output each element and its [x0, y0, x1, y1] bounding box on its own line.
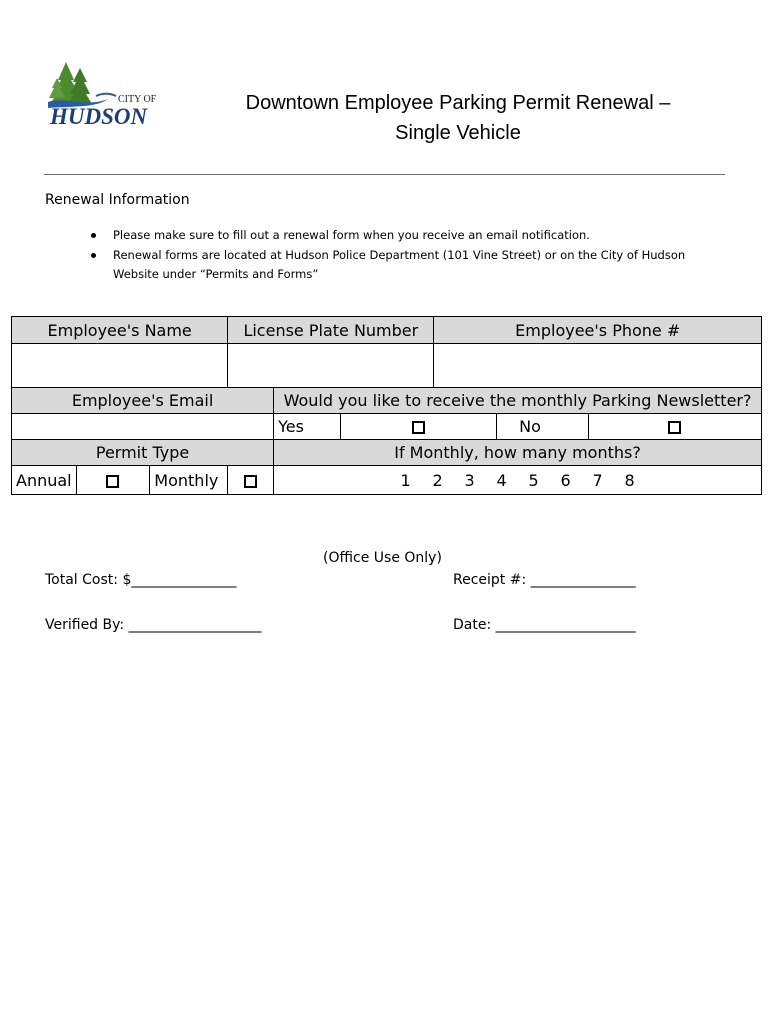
yes-label: Yes: [274, 414, 341, 440]
annual-checkbox[interactable]: [106, 475, 119, 488]
employee-email-label: Employee's Email: [12, 388, 274, 414]
annual-cell[interactable]: [76, 466, 150, 495]
newsletter-question: Would you like to receive the monthly Parking Newsletter?: [274, 388, 762, 414]
city-of-hudson-logo: [46, 58, 168, 130]
bullet-item: Please make sure to fill out a renewal form when you receive an email notification.: [88, 226, 728, 246]
receipt-number-field: Receipt #: _______________: [453, 572, 636, 588]
monthly-checkbox[interactable]: [244, 475, 257, 488]
month-option-4[interactable]: 4: [496, 470, 507, 490]
month-option-7[interactable]: 7: [592, 470, 603, 490]
monthly-label: Monthly: [150, 466, 228, 495]
office-use-heading: (Office Use Only): [323, 550, 442, 566]
permit-form-table: [11, 316, 762, 495]
no-checkbox[interactable]: [668, 421, 681, 434]
month-option-2[interactable]: 2: [432, 470, 443, 490]
title-divider: [44, 174, 725, 175]
months-question: If Monthly, how many months?: [274, 440, 762, 466]
month-option-5[interactable]: 5: [528, 470, 539, 490]
license-plate-label: License Plate Number: [228, 317, 434, 344]
newsletter-no-cell[interactable]: [588, 414, 761, 440]
month-option-1[interactable]: 1: [400, 470, 411, 490]
employee-email-field[interactable]: [12, 414, 274, 440]
month-option-3[interactable]: 3: [464, 470, 475, 490]
renewal-heading: Renewal Information: [45, 192, 190, 208]
employee-phone-label: Employee's Phone #: [434, 317, 762, 344]
months-options: [274, 466, 762, 495]
employee-name-label: Employee's Name: [12, 317, 228, 344]
date-field: Date: ____________________: [453, 617, 636, 633]
newsletter-yes-cell[interactable]: [340, 414, 496, 440]
yes-checkbox[interactable]: [412, 421, 425, 434]
page-title: [190, 88, 726, 148]
annual-label: Annual: [12, 466, 77, 495]
title-line-2: Single Vehicle: [395, 122, 521, 144]
total-cost-field: Total Cost: $_______________: [45, 572, 237, 588]
verified-by-field: Verified By: ___________________: [45, 617, 262, 633]
logo-small-text: CITY OF: [118, 94, 157, 105]
monthly-cell[interactable]: [228, 466, 274, 495]
permit-type-label: Permit Type: [12, 440, 274, 466]
employee-name-field[interactable]: [12, 344, 228, 388]
bullet-item: Renewal forms are located at Hudson Police Department (101 Vine Street) or on the City of Hudson Website under “Permits and Forms”: [88, 246, 728, 285]
title-line-1: Downtown Employee Parking Permit Renewal –: [245, 92, 671, 114]
no-label: No: [497, 414, 589, 440]
logo-big-text: HUDSON: [50, 104, 148, 129]
month-option-6[interactable]: 6: [560, 470, 571, 490]
renewal-bullet-list: [88, 226, 728, 285]
employee-phone-field[interactable]: [434, 344, 762, 388]
license-plate-field[interactable]: [228, 344, 434, 388]
month-option-8[interactable]: 8: [624, 470, 635, 490]
